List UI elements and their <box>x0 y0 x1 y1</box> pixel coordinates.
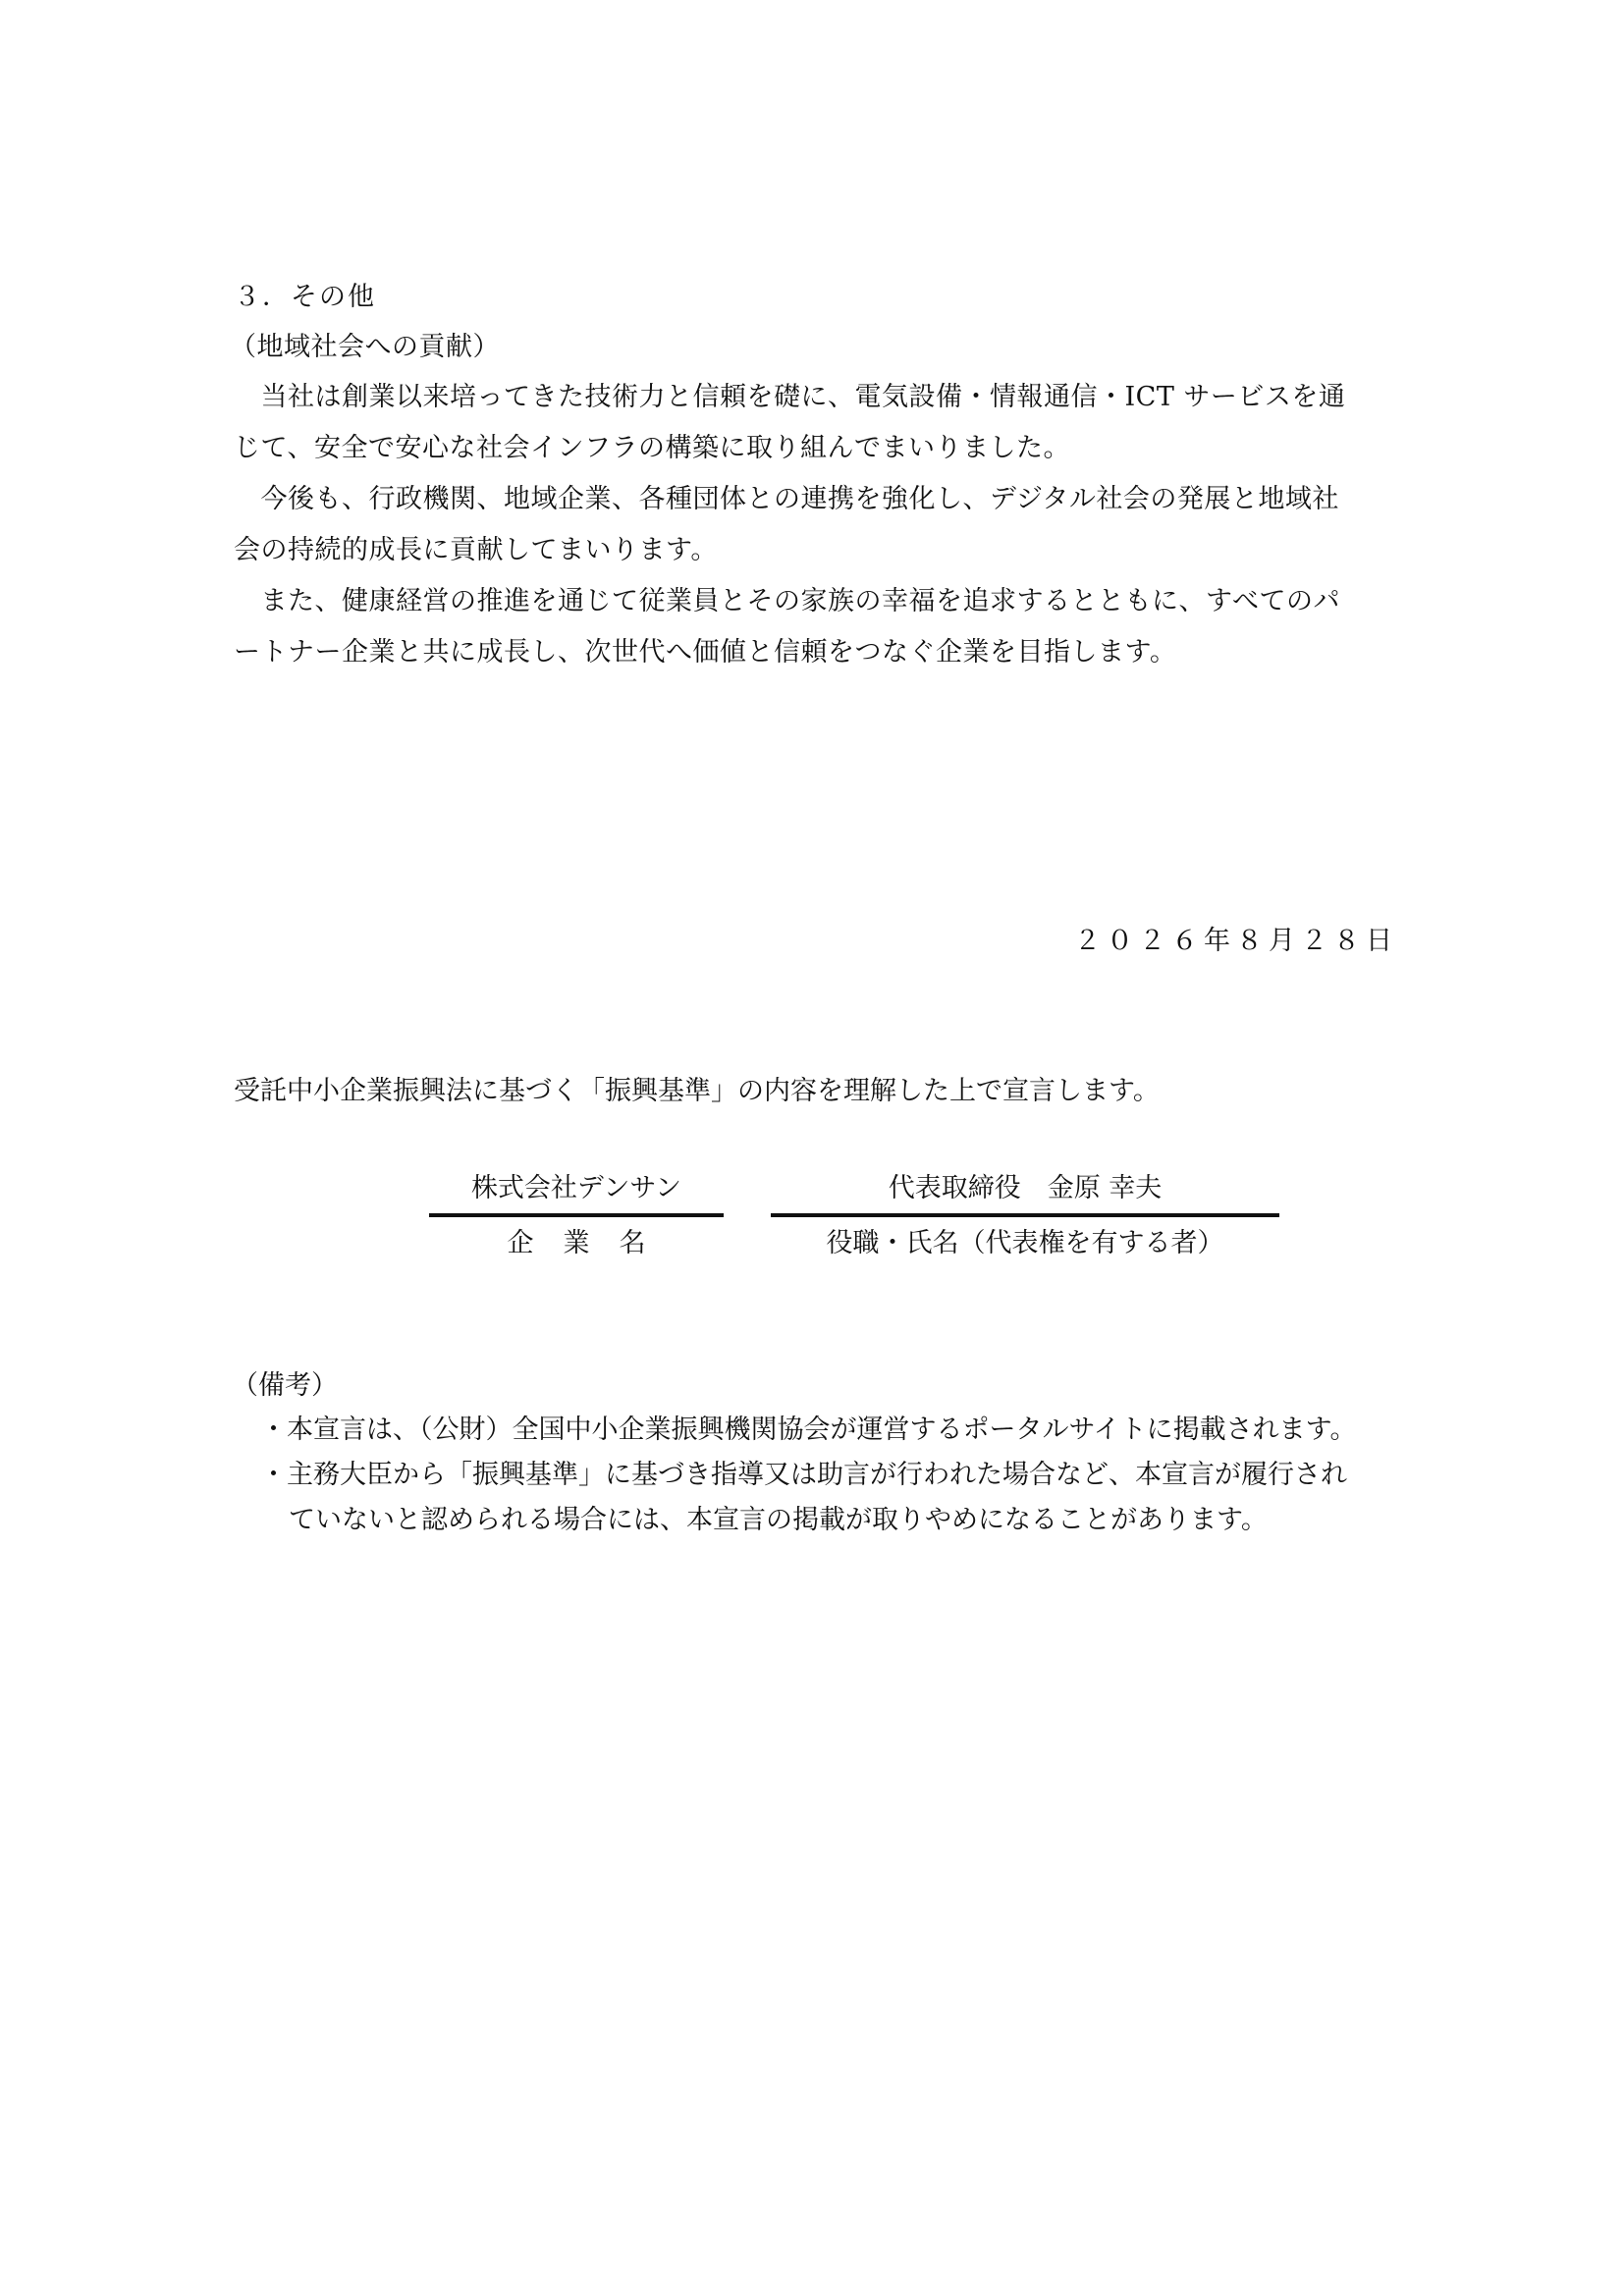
declaration-statement: 受託中小企業振興法に基づく「振興基準」の内容を理解した上で宣言します。 <box>234 1076 1160 1106</box>
company-signature-block <box>429 1164 724 1270</box>
paragraph-line: 当社は創業以来培ってきた技術力と信頼を礎に、電気設備・情報通信・ICT サービスを通 <box>234 382 1346 412</box>
note-item: ・本宣言は、（公財）全国中小企業振興機関協会が運営するポータルサイトに掲載されます。 <box>260 1415 1357 1445</box>
representative-name: 代表取締役 金原 幸夫 <box>771 1164 1279 1217</box>
representative-label: 役職・氏名（代表権を有する者） <box>826 1228 1224 1258</box>
company-name: 株式会社デンサン <box>429 1164 724 1217</box>
paragraph-line: ートナー企業と共に成長し、次世代へ価値と信頼をつなぐ企業を目指します。 <box>234 637 1177 667</box>
paragraph-line: また、健康経営の推進を通じて従業員とその家族の幸福を追求するとともに、すべてのパ <box>234 586 1340 616</box>
paragraph-line: 今後も、行政機関、地域企業、各種団体との連携を強化し、デジタル社会の発展と地域社 <box>234 484 1339 514</box>
note-item: ・主務大臣から「振興基準」に基づき指導又は助言が行われた場合など、本宣言が履行され <box>260 1460 1347 1490</box>
declaration-date: ２０２６年８月２８日 <box>1074 926 1398 956</box>
paragraph-line: じて、安全で安心な社会インフラの構築に取り組んでまいりました。 <box>234 433 1070 463</box>
representative-signature-block <box>771 1164 1279 1270</box>
paragraph-line: 会の持続的成長に貢献してまいります。 <box>234 535 718 565</box>
section-subheading: （地域社会への貢献） <box>230 332 500 362</box>
company-name-label: 企業名 <box>507 1228 676 1258</box>
section-heading: ３．その他 <box>234 282 376 312</box>
note-item-continuation: ていないと認められる場合には、本宣言の掲載が取りやめになることがあります。 <box>289 1505 1268 1535</box>
notes-heading: （備考） <box>232 1370 338 1401</box>
